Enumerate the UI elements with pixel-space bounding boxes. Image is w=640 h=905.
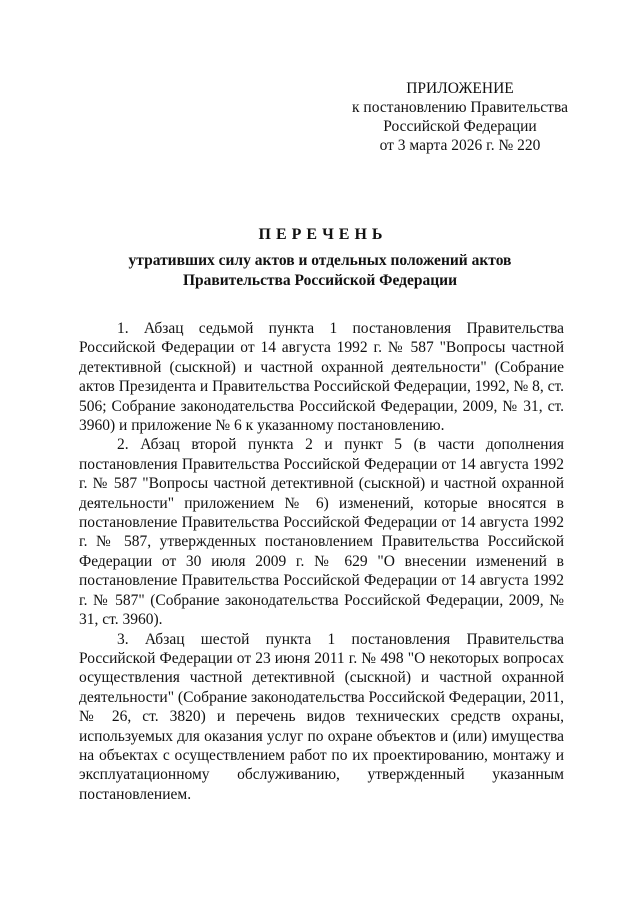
- list-item-1: 1. Абзац седьмой пункта 1 постановления Правительства Российской Федерации от 14 августа 1992 г. № 587 "Вопросы частной детективной (сыскной) и частной охранной деятельности" (Собрание актов Президента и Правительства Российской Федерации, 1992, № 8, ст. 506; Собрание законодательства Российской Федерации, 2009, № 31, ст. 3960) и приложение № 6 к указанному постановлению.: [79, 320, 565, 435]
- appendix-header: [350, 79, 570, 155]
- document-subtitle: [0, 251, 640, 291]
- subtitle-line: Правительства Российской Федерации: [182, 272, 458, 289]
- appendix-reference-line: к постановлению Правительства: [352, 99, 568, 116]
- appendix-date-number: от 3 марта 2026 г. № 220: [379, 137, 541, 154]
- appendix-reference-line: Российской Федерации: [383, 118, 537, 135]
- list-item-3: 3. Абзац шестой пункта 1 постановления Правительства Российской Федерации от 23 июня 2011 г. № 498 "О некоторых вопросах осуществления частной детективной (сыскной) и частной охранной деятельности" (Собрание законодательства Российской Федерации, 2011, № 26, ст. 3820) и перечень видов технических средств охраны, используемых для оказания услуг по охране объектов и (или) имущества на объектах с осуществлением работ по их проектированию, монтажу и эксплуатационному обслуживанию, утвержденный указанным постановлением.: [79, 630, 564, 803]
- document-body: [79, 319, 564, 804]
- list-item-2: 2. Абзац второй пункта 2 и пункт 5 (в части дополнения постановления Правительства Российской Федерации от 14 августа 1992 г. № 587 "Вопросы частной детективной (сыскной) и частной охранной деятельности" приложением № 6) изменений, которые вносятся в постановление Правительства Российской Федерации от 14 августа 1992 г. № 587, утвержденных постановлением Правительства Российской Федерации от 30 июля 2009 г. № 629 "О внесении изменений в постановление Правительства Российской Федерации от 14 августа 1992 г. № 587" (Собрание законодательства Российской Федерации, 2009, № 31, ст. 3960).: [79, 436, 564, 629]
- document-title: ПЕРЕЧЕНЬ: [258, 226, 388, 243]
- subtitle-line: утративших силу актов и отдельных положений актов: [128, 252, 512, 269]
- appendix-label: ПРИЛОЖЕНИЕ: [406, 80, 514, 97]
